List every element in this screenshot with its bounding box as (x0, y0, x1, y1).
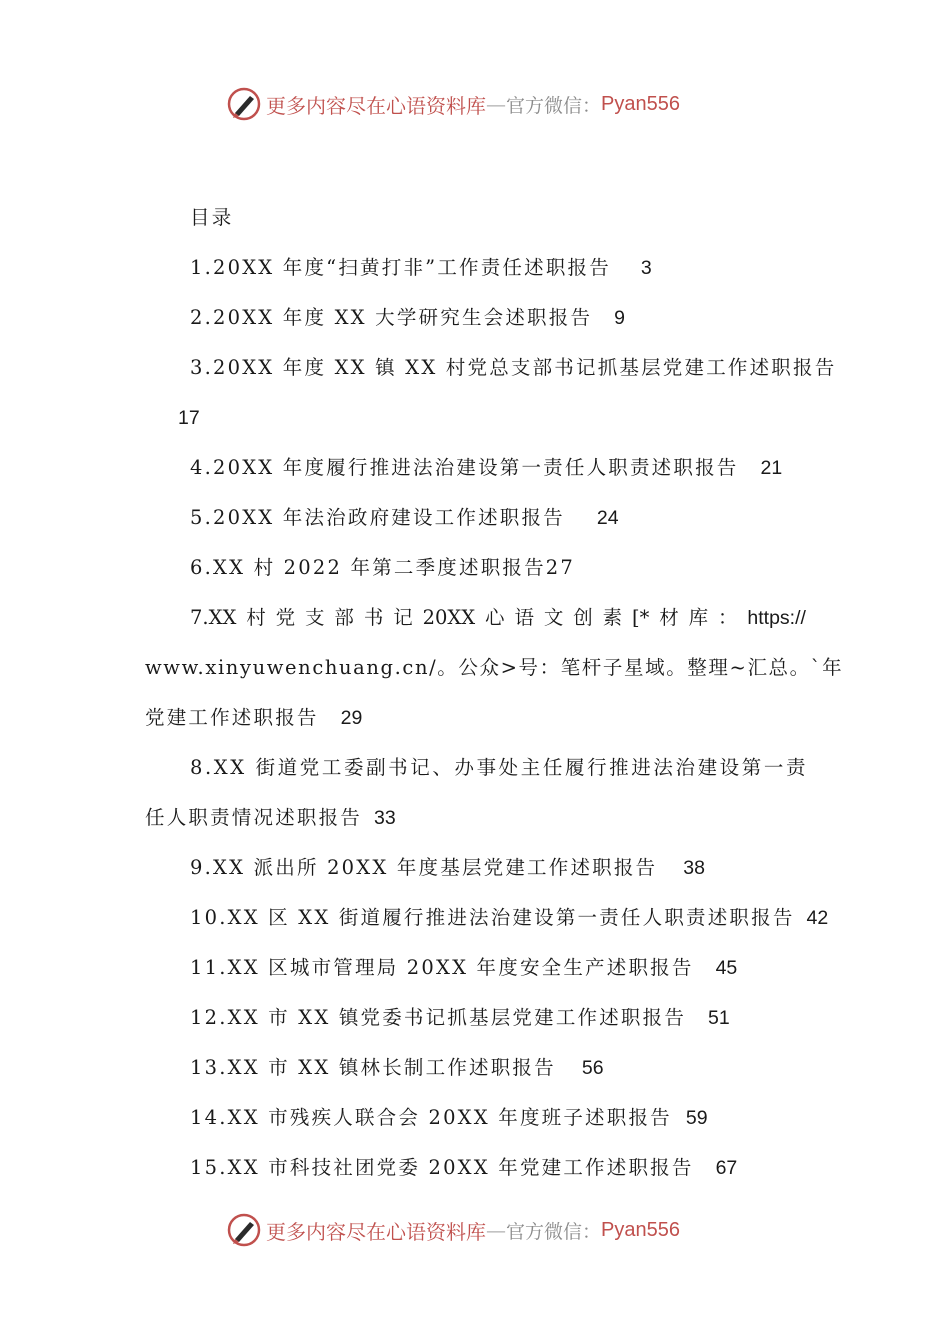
toc-page-number: 45 (715, 957, 738, 979)
banner-separator: — (486, 1218, 506, 1242)
toc-entry-12 (190, 1005, 730, 1031)
toc-entry-15 (190, 1155, 737, 1181)
toc-page-number: 56 (581, 1057, 604, 1079)
toc-text-chunk: 部 (334, 606, 354, 629)
toc-page-number: 24 (596, 507, 619, 529)
toc-page-number: 29 (340, 707, 363, 729)
toc-entry-title: 11.XX 区城市管理局 20XX 年度安全生产述职报告 (190, 956, 694, 979)
header-banner (226, 82, 680, 126)
toc-entry-title: 10.XX 区 XX 街道履行推进法治建设第一责任人职责述职报告 (190, 906, 795, 929)
toc-entry-8-line-1: 8.XX 街道党工委副书记、办事处主任履行推进法治建设第一责 (190, 756, 809, 779)
toc-entry-7-line-1 (190, 605, 806, 631)
banner-title: 更多内容尽在心语资料库 (266, 93, 486, 118)
toc-text-chunk: 7.XX (190, 606, 237, 629)
toc-entry-3 (190, 355, 836, 381)
toc-entry-title: 5.20XX 年法治政府建设工作述职报告 (190, 506, 565, 529)
toc-entry-13 (190, 1055, 604, 1081)
toc-entry-5 (190, 505, 619, 531)
toc-text-chunk: 心 (485, 606, 505, 629)
banner-wechat-id: Pyan556 (601, 1218, 680, 1241)
toc-text-chunk: 20XX (422, 606, 476, 629)
toc-page-number: 21 (760, 457, 783, 479)
toc-entry-2 (190, 305, 625, 331)
toc-page-number: 3 (640, 257, 652, 279)
toc-text-chunk: ： (718, 606, 738, 629)
toc-entry-title: 9.XX 派出所 20XX 年度基层党建工作述职报告 (190, 856, 658, 879)
toc-text-chunk: 党 (275, 606, 296, 629)
toc-entry-1 (190, 255, 652, 281)
toc-page-number: 59 (685, 1107, 708, 1129)
toc-text-chunk: 记 (393, 606, 413, 629)
pen-logo-icon (226, 86, 262, 122)
pen-logo-icon (226, 1212, 262, 1248)
toc-text-chunk: 书 (363, 606, 384, 629)
toc-text-chunk: 创 (573, 606, 593, 629)
toc-entry-title: 12.XX 市 XX 镇党委书记抓基层党建工作述职报告 (190, 1006, 687, 1029)
toc-entry-title: 3.20XX 年度 XX 镇 XX 村党总支部书记抓基层党建工作述职报告 (190, 356, 837, 379)
toc-entry-6 (190, 555, 575, 581)
toc-page-number: 42 (806, 907, 829, 929)
toc-entry-title: 1.20XX 年度“扫黄打非”工作责任述职报告 (190, 256, 611, 279)
toc-text-chunk: 语 (514, 606, 534, 629)
toc-entry-11 (190, 955, 737, 981)
toc-page-number: 67 (715, 1157, 738, 1179)
toc-entry-title: 6.XX 村 2022 年第二季度述职报告27 (190, 556, 576, 579)
toc-page-number: 38 (683, 857, 705, 879)
toc-page-number: 33 (374, 807, 396, 829)
toc-entry-title: 13.XX 市 XX 镇林长制工作述职报告 (190, 1056, 556, 1079)
toc-text-chunk: 库 (688, 606, 709, 629)
toc-entry-9 (190, 855, 705, 881)
toc-page-number: 9 (614, 307, 626, 329)
toc-text-chunk: 文 (543, 606, 564, 629)
toc-entry-title: 任人职责情况述职报告 (145, 806, 363, 829)
toc-entry-7-line-3 (145, 705, 362, 731)
toc-entry-4 (190, 455, 782, 481)
banner-label: 官方微信： (506, 94, 602, 117)
banner-separator: — (486, 92, 506, 116)
toc-entry-14 (190, 1105, 708, 1131)
toc-entry-3-page (178, 405, 200, 431)
footer-banner (226, 1208, 680, 1252)
toc-text-chunk: 素 (602, 606, 623, 629)
toc-entry-title: 14.XX 市残疾人联合会 20XX 年度班子述职报告 (190, 1106, 672, 1129)
toc-entry-title: 15.XX 市科技社团党委 20XX 年党建工作述职报告 (190, 1156, 694, 1179)
toc-entry-title: 4.20XX 年度履行推进法治建设第一责任人职责述职报告 (190, 456, 739, 479)
banner-label: 官方微信： (506, 1220, 602, 1243)
toc-text-chunk: 村 (246, 606, 266, 629)
toc-text-chunk: 支 (305, 606, 325, 629)
toc-entry-title: 2.20XX 年度 XX 大学研究生会述职报告 (190, 306, 593, 329)
toc-link-text: https:// (747, 607, 806, 629)
toc-entry-8-line-2 (145, 805, 396, 831)
toc-text-chunk: [* (632, 606, 650, 629)
toc-page-number: 17 (178, 407, 200, 429)
toc-entry-7-line-2: www.xinyuwenchuang.cn/。公众>号：笔杆子星域。整理~汇总。`年 (145, 656, 844, 679)
toc-entry-10 (190, 905, 828, 931)
toc-title: 目录 (190, 206, 234, 229)
banner-wechat-id: Pyan556 (601, 92, 680, 115)
banner-title: 更多内容尽在心语资料库 (266, 1219, 486, 1244)
toc-text-chunk: 材 (659, 606, 679, 629)
toc-page-number: 51 (708, 1007, 730, 1029)
toc-entry-title: 党建工作述职报告 (145, 706, 319, 729)
